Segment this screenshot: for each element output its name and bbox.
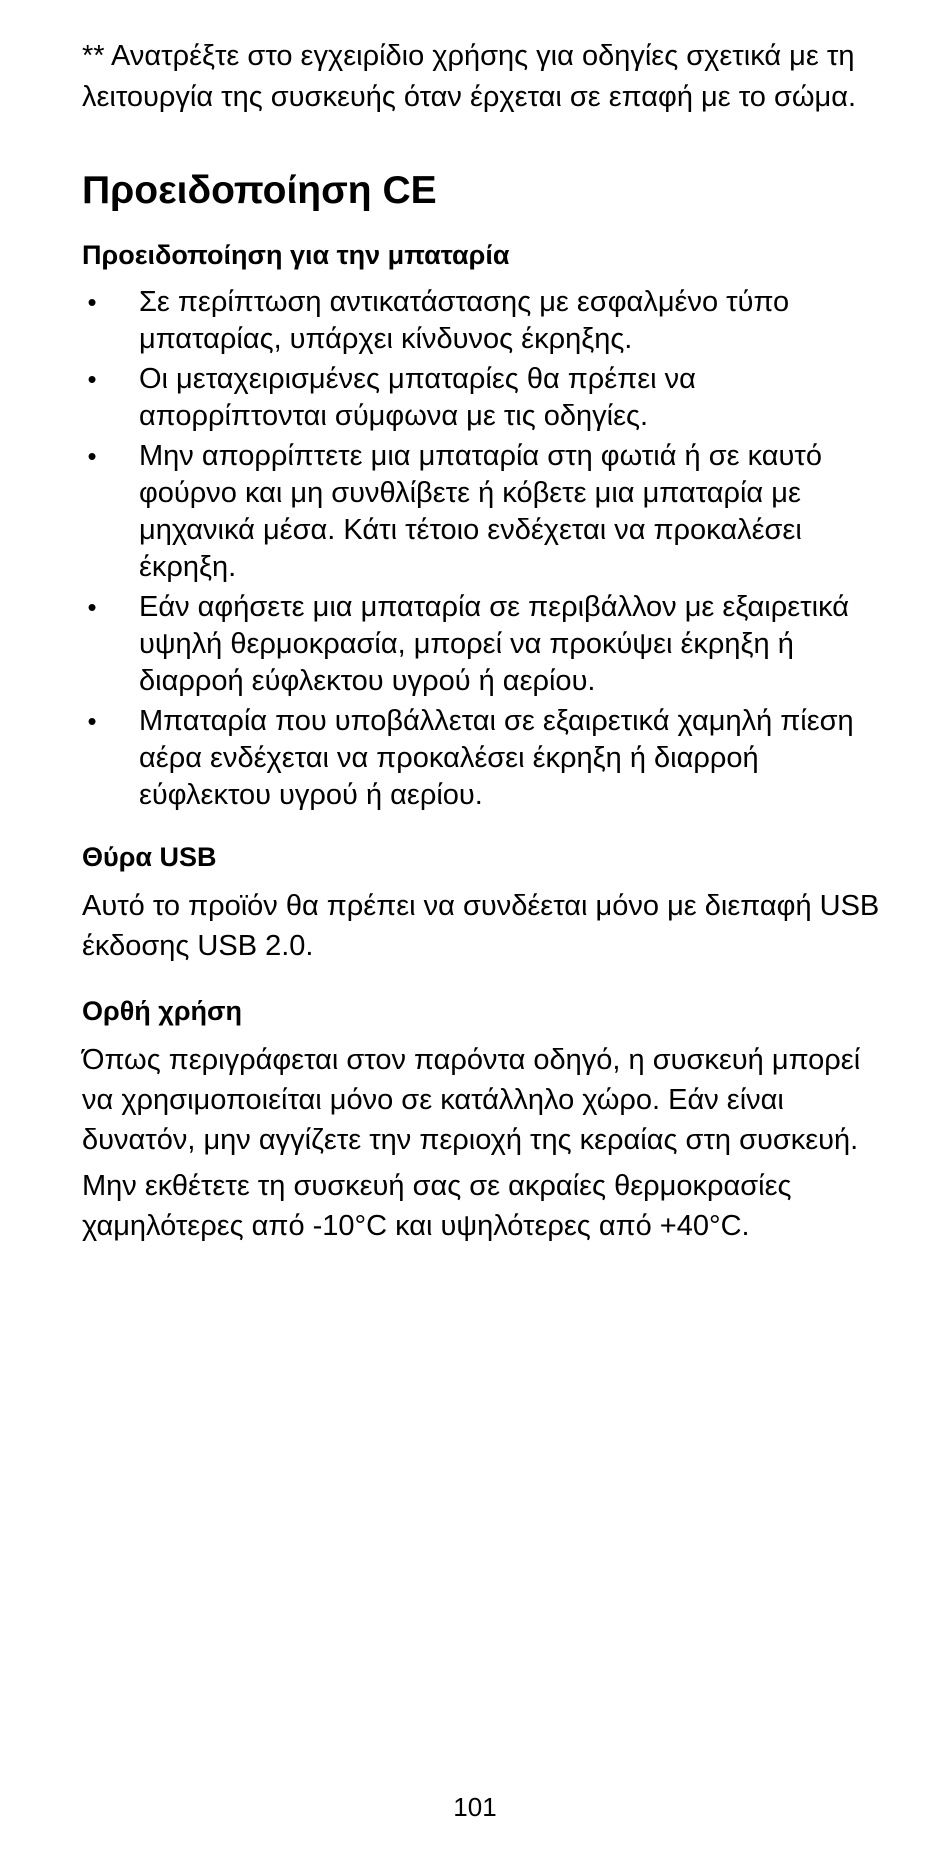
list-item-text: Οι μεταχειρισμένες μπαταρίες θα πρέπει να απορρίπτονται σύμφωνα με τις οδηγίες. — [139, 363, 696, 432]
bullet-icon: • — [87, 592, 97, 622]
list-item-text: Μπαταρία που υποβάλλεται σε εξαιρετικά χαμηλή πίεση αέρα ενδέχεται να προκαλέσει έκρηξη ή διαρροή εύφλεκτου υγρού ή αερίου. — [139, 705, 854, 811]
temperature-paragraph: Μην εκθέτετε τη συσκευή σας σε ακραίες θερμοκρασίες χαμηλότερες από -10°C και υψηλότερες από +40°C. — [82, 1170, 792, 1242]
proper-use-paragraph: Όπως περιγράφεται στον παρόντα οδηγό, η συσκευή μπορεί να χρησιμοποιείται μόνο σε κατάλληλο χώρο. Εάν είναι δυνατόν, μην αγγίζετε την περιοχή της κεραίας στη συσκευή. — [82, 1044, 861, 1156]
list-item-text: Μην απορρίπτετε μια μπαταρία στη φωτιά ή σε καυτό φούρνο και μη συνθλίβετε ή κόβετε μια μπαταρία με μηχανικά μέσα. Κάτι τέτοιο ενδέχεται να προκαλέσει έκρηξη. — [139, 440, 822, 583]
usb-port-heading: Θύρα USB — [82, 842, 217, 872]
list-item — [82, 284, 882, 358]
footnote-text: ** Ανατρέξτε στο εγχειρίδιο χρήσης για οδηγίες σχετικά με τη λειτουργία της συσκευής όταν έρχεται σε επαφή με το σώμα. — [82, 40, 857, 113]
bullet-icon: • — [87, 706, 97, 736]
document-page — [82, 36, 882, 1246]
battery-warning-list — [82, 284, 882, 814]
list-item-text: Εάν αφήσετε μια μπαταρία σε περιβάλλον με εξαιρετικά υψηλή θερμοκρασία, μπορεί να προκύψει έκρηξη ή διαρροή εύφλεκτου υγρού ή αερίου. — [139, 591, 849, 697]
bullet-icon: • — [87, 364, 97, 394]
section-title: Προειδοποίηση CE — [82, 169, 437, 212]
list-item — [82, 438, 882, 586]
proper-use-heading: Ορθή χρήση — [82, 996, 242, 1026]
bullet-icon: • — [87, 287, 97, 317]
list-item — [82, 589, 882, 700]
usb-port-text: Αυτό το προϊόν θα πρέπει να συνδέεται μόνο με διεπαφή USB έκδοσης USB 2.0. — [82, 890, 880, 962]
page-number: 101 — [453, 1792, 497, 1822]
battery-warning-heading: Προειδοποίηση για την μπαταρία — [82, 240, 510, 270]
list-item — [82, 703, 882, 814]
list-item — [82, 361, 882, 435]
bullet-icon: • — [87, 441, 97, 471]
list-item-text: Σε περίπτωση αντικατάστασης με εσφαλμένο τύπο μπαταρίας, υπάρχει κίνδυνος έκρηξης. — [139, 286, 790, 355]
